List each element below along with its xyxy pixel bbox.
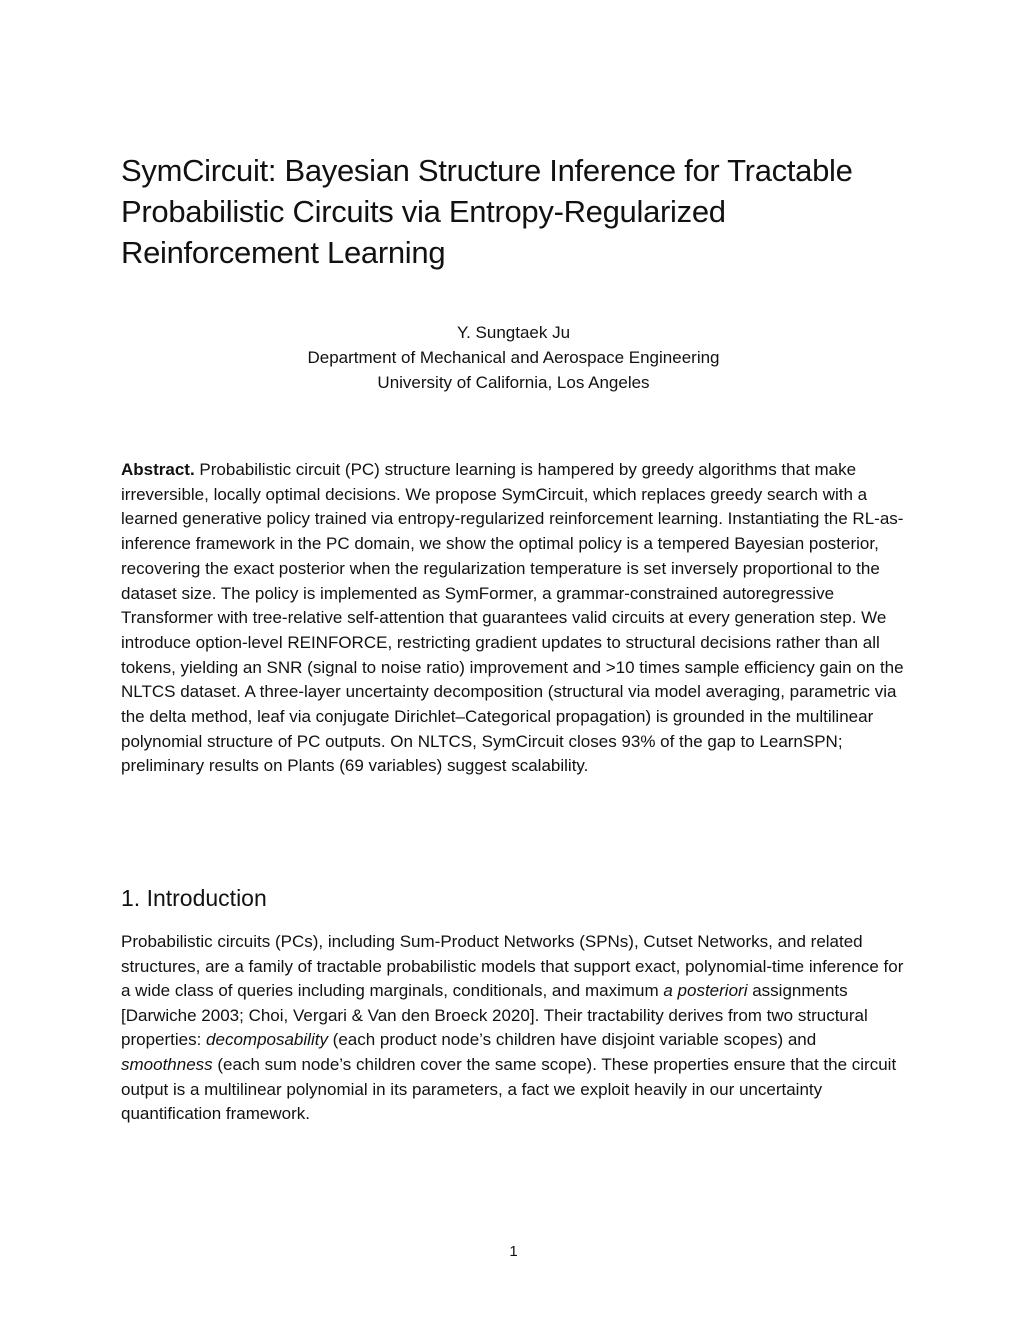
author-block xyxy=(121,320,906,395)
intro-emphasis-a-posteriori: a posteriori xyxy=(663,981,748,1001)
section-heading-introduction: 1. Introduction xyxy=(121,885,267,911)
intro-emphasis-decomposability: decomposability xyxy=(206,1030,328,1050)
intro-emphasis-smoothness: smoothness xyxy=(121,1054,213,1074)
author-name: Y. Sungtaek Ju xyxy=(456,323,571,342)
abstract xyxy=(121,458,906,779)
paper-title: SymCircuit: Bayesian Structure Inference for Tractable Probabilistic Circuits via Entropy-Regularized Reinforcement Learning xyxy=(121,153,853,270)
introduction-paragraph xyxy=(121,930,906,1127)
intro-text-part3: (each product node’s children have disjoint variable scopes) and xyxy=(327,1030,817,1050)
intro-text-part2: assignments [Darwiche 2003; Choi, Vergari & Van den Broeck 2020]. Their tractability derives from two structural properties: xyxy=(121,981,868,1050)
intro-text-part4: (each sum node’s children cover the same scope). These properties ensure that the circuit output is a multilinear polynomial in its parameters, a fact we exploit heavily in our uncertainty quantification framework. xyxy=(121,1054,897,1124)
author-department: Department of Mechanical and Aerospace Engineering xyxy=(307,348,720,367)
page-number: 1 xyxy=(509,1243,518,1260)
intro-text-part1: Probabilistic circuits (PCs), including Sum-Product Networks (SPNs), Cutset Networks, and related structures, are a family of tractable probabilistic models that support exact, polynomial-time inference for a wide class of queries including marginals, conditionals, and maximum xyxy=(121,932,904,1001)
abstract-text: Probabilistic circuit (PC) structure learning is hampered by greedy algorithms that make irreversible, locally optimal decisions. We propose SymCircuit, which replaces greedy search with a learned generative policy trained via entropy-regularized reinforcement learning. Instantiating the RL-as-inference framework in the PC domain, we show the optimal policy is a tempered Bayesian posterior, recovering the exact posterior when the regularization temperature is set inversely proportional to the dataset size. The policy is implemented as SymFormer, a grammar-constrained autoregressive Transformer with tree-relative self-attention that guarantees valid circuits at every generation step. We introduce option-level REINFORCE, restricting gradient updates to structural decisions rather than all tokens, yielding an SNR (signal to noise ratio) improvement and >10 times sample efficiency gain on the NLTCS dataset. A three-layer uncertainty decomposition (structural via model averaging, parametric via the delta method, leaf via conjugate Dirichlet–Categorical propagation) is grounded in the multilinear polynomial structure of PC outputs. On NLTCS, SymCircuit closes 93% of the gap to LearnSPN; preliminary results on Plants (69 variables) suggest scalability. xyxy=(121,460,904,776)
paper-page xyxy=(121,0,906,1325)
author-university: University of California, Los Angeles xyxy=(377,373,650,392)
abstract-label: Abstract. xyxy=(121,460,195,479)
